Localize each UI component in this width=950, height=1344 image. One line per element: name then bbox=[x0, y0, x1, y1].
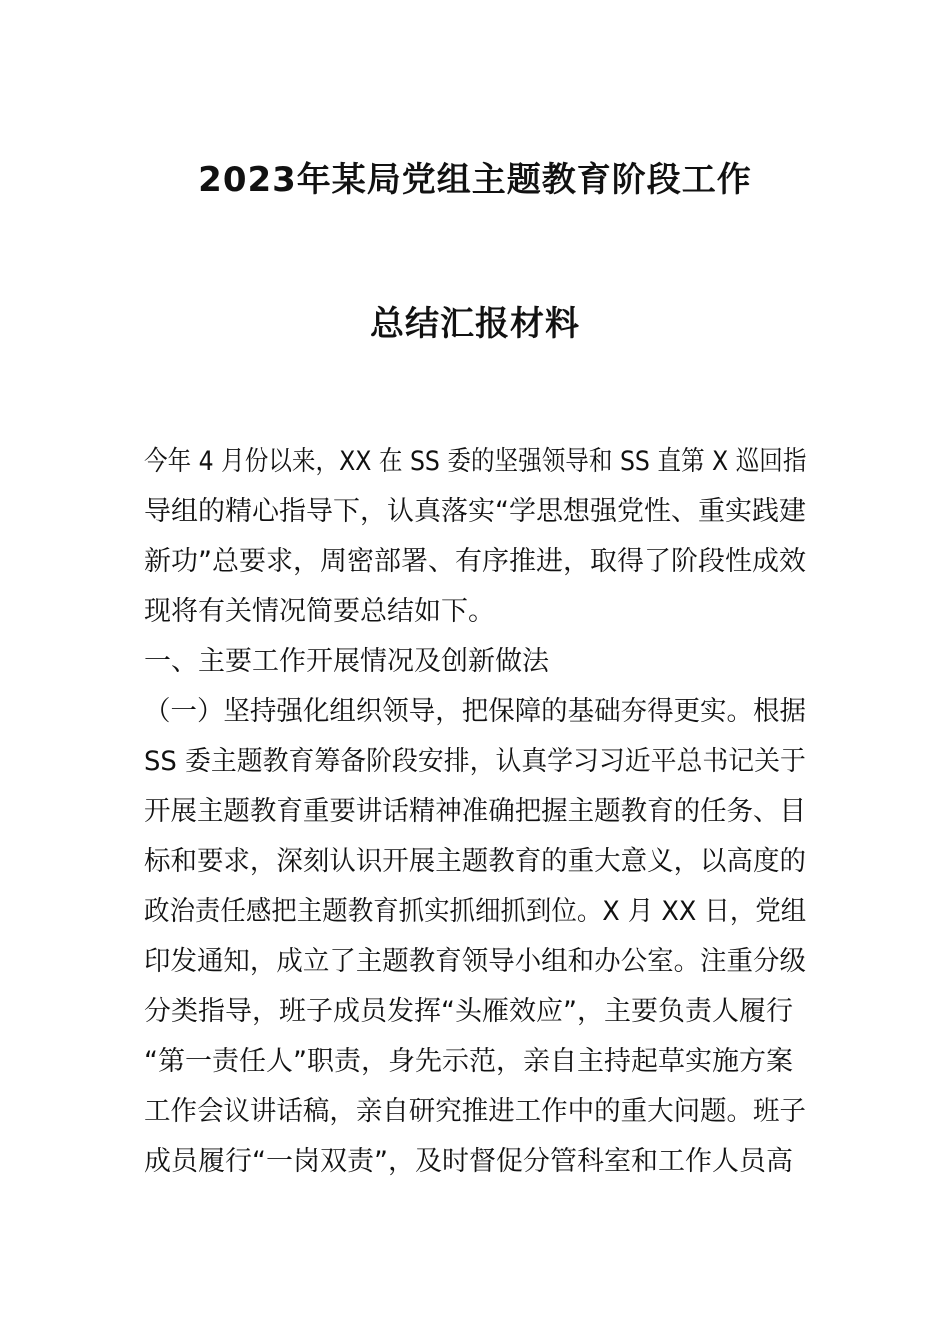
body-line: SS 委主题教育筹备阶段安排，认真学习习近平总书记关于 bbox=[144, 746, 806, 777]
body-line: 标和要求，深刻认识开展主题教育的重大意义，以高度的 bbox=[144, 846, 806, 877]
body-line: （一）坚持强化组织领导，把保障的基础夯得更实。根据 bbox=[144, 696, 806, 727]
document-body bbox=[144, 442, 806, 1192]
body-line: 分类指导，班子成员发挥“头雁效应”，主要负责人履行 bbox=[144, 996, 793, 1027]
body-line: 印发通知，成立了主题教育领导小组和办公室。注重分级 bbox=[144, 946, 806, 977]
body-line: 工作会议讲话稿，亲自研究推进工作中的重大问题。班子 bbox=[144, 1096, 806, 1127]
document-title-line-1: 2023年某局党组主题教育阶段工作 bbox=[198, 160, 752, 200]
body-line: 现将有关情况简要总结如下。 bbox=[144, 596, 495, 627]
body-line: 开展主题教育重要讲话精神准确把握主题教育的任务、目 bbox=[144, 796, 806, 827]
body-line: 导组的精心指导下，认真落实“学思想强党性、重实践建 bbox=[144, 496, 806, 527]
body-line: 今年 4 月份以来，XX 在 SS 委的坚强领导和 SS 直第 X 巡回指 bbox=[144, 446, 807, 477]
section-heading: 一、主要工作开展情况及创新做法 bbox=[144, 646, 549, 677]
document-title-line-2: 总结汇报材料 bbox=[370, 304, 580, 344]
body-line: 成员履行“一岗双责”，及时督促分管科室和工作人员高 bbox=[144, 1146, 793, 1177]
body-line: 新功”总要求，周密部署、有序推进，取得了阶段性成效 bbox=[144, 546, 806, 577]
body-line: 政治责任感把主题教育抓实抓细抓到位。X 月 XX 日，党组 bbox=[144, 896, 807, 927]
body-line: “第一责任人”职责，身先示范，亲自主持起草实施方案 bbox=[144, 1046, 793, 1077]
